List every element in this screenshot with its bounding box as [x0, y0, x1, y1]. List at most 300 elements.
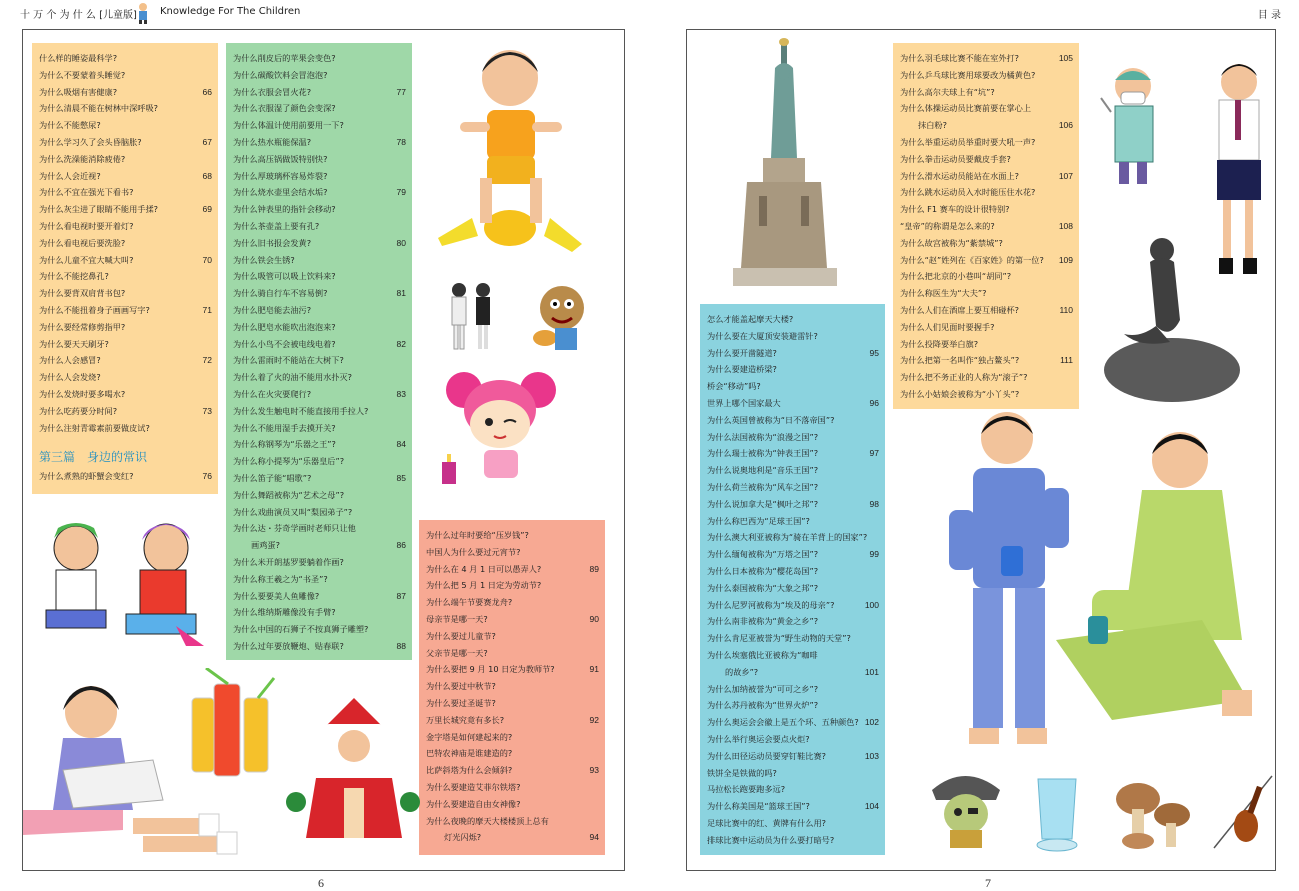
toc-entry[interactable] [233, 202, 406, 219]
toc-entry-title: 为什么戏曲演员又叫“梨园弟子”? [233, 506, 353, 517]
toc-entry[interactable] [233, 437, 406, 454]
toc-entry-title: 为什么看电视后要洗脸? [39, 237, 126, 248]
toc-entry-title: 什么样的睡姿最科学? [39, 53, 118, 63]
toc-entry-title: 为什么要建造桥梁? [707, 364, 777, 375]
toc-entry-title: 为什么不能憋尿? [39, 120, 101, 131]
toc-entry-title: “皇帝”的称谓是怎么来的? [900, 220, 995, 231]
toc-entry[interactable] [707, 329, 879, 346]
toc-entry[interactable] [707, 547, 879, 564]
toc-entry[interactable] [233, 101, 406, 118]
toc-entry[interactable] [426, 612, 599, 629]
toc-entry-title: 为什么尼罗河被称为“埃及的母亲”? [707, 599, 835, 610]
toc-entry-title: 父亲节是哪一天? [426, 647, 488, 658]
toc-entry-page: 85 [396, 472, 406, 483]
toc-entry[interactable] [707, 581, 879, 598]
toc-entry[interactable] [707, 732, 879, 749]
toc-entry-title: 为什么吸烟有害健康? [39, 86, 118, 97]
toc-entry-title: 为什么澳大利亚被称为“骑在羊背上的国家”? [707, 532, 868, 543]
toc-entry-title: 为什么说奥地利是“音乐王国”? [707, 465, 819, 476]
toc-entry-title: 铁饼全是铁做的吗? [707, 767, 777, 778]
toc-entry-title: 为什么铁会生锈? [233, 254, 295, 265]
toc-entry[interactable] [900, 370, 1073, 387]
toc-entry[interactable] [900, 135, 1073, 152]
toc-entry-title: 为什么法国被称为“浪漫之国”? [707, 431, 819, 442]
toc-entry-title: 世界上哪个国家最大 [707, 397, 781, 408]
toc-entry-page: 83 [396, 388, 406, 399]
toc-entry[interactable] [426, 713, 599, 730]
toc-entry[interactable] [39, 135, 212, 152]
toc-entry-page: 100 [864, 599, 879, 610]
toc-entry[interactable] [900, 387, 1073, 404]
toc-entry[interactable] [707, 782, 879, 799]
toc-entry-title: 足球比赛中的红、黄牌有什么用? [707, 817, 826, 828]
toc-entry[interactable] [900, 219, 1073, 236]
toc-entry[interactable] [900, 51, 1073, 68]
toc-entry-title: 为什么把 5 月 1 日定为劳动节? [426, 580, 542, 591]
toc-entry-page: 111 [1060, 355, 1073, 366]
toc-entry[interactable] [39, 353, 212, 370]
toc-entry[interactable] [426, 578, 599, 595]
toc-entry[interactable] [900, 253, 1073, 270]
toc-entry[interactable] [39, 303, 212, 320]
toc-entry-title: 为什么过年要放鞭炮、贴春联? [233, 640, 344, 651]
toc-entry-title: 为什么舞蹈被称为“艺术之母”? [233, 489, 345, 500]
toc-entry[interactable] [39, 269, 212, 286]
toc-entry[interactable] [233, 589, 406, 606]
toc-entry[interactable] [707, 598, 879, 615]
toc-entry[interactable] [233, 51, 406, 68]
toc-entry[interactable] [233, 320, 406, 337]
toc-entry[interactable] [233, 353, 406, 370]
toc-entry[interactable] [233, 337, 406, 354]
toc-entry-page: 69 [202, 204, 212, 215]
toc-entry[interactable] [233, 236, 406, 253]
toc-entry[interactable] [233, 68, 406, 85]
toc-entry[interactable] [233, 521, 406, 538]
toc-entry-title: 为什么碳酸饮料会冒泡泡? [233, 69, 328, 80]
toc-entry-title: 为什么注射青霉素前要做皮试? [39, 422, 150, 433]
toc-entry[interactable] [426, 545, 599, 562]
toc-entry-title: 为什么小姑娘会被称为“小丫头”? [900, 388, 1020, 399]
toc-entry-title: 为什么发烧时要多喝水? [39, 388, 126, 399]
toc-entry[interactable] [426, 696, 599, 713]
toc-entry[interactable] [426, 562, 599, 579]
toc-entry-page: 86 [396, 540, 406, 551]
toc-entry[interactable] [707, 396, 879, 413]
toc-entry[interactable] [900, 320, 1073, 337]
toc-entry-title: 为什么衣服湿了颜色会变深? [233, 103, 336, 114]
toc-entry[interactable] [426, 797, 599, 814]
toc-entry-title: 为什么要把 9 月 10 日定为教师节? [426, 664, 555, 675]
book-title: 十 万 个 为 什 么 [儿童版] [20, 10, 137, 21]
cartoon-grandparents-illustration [36, 518, 211, 648]
toc-entry-title: 为什么拳击运动员要戴皮手套? [900, 153, 1011, 164]
toc-entry-title: 为什么维纳斯雕像没有手臂? [233, 607, 336, 618]
toc-entry[interactable] [426, 780, 599, 797]
toc-entry[interactable] [233, 488, 406, 505]
toc-entry[interactable] [39, 320, 212, 337]
toc-entry-page: 84 [396, 439, 406, 450]
toc-entry[interactable] [426, 646, 599, 663]
toc-entry[interactable] [233, 605, 406, 622]
toc-entry[interactable] [900, 303, 1073, 320]
toc-entry[interactable] [900, 152, 1073, 169]
toc-entry[interactable] [707, 446, 879, 463]
toc-entry-title: 为什么过年时要给“压岁钱”? [426, 530, 529, 540]
toc-entry-title: 为什么说加拿大是“枫叶之邦”? [707, 498, 819, 509]
toc-entry[interactable] [233, 454, 406, 471]
toc-entry-page: 110 [1059, 304, 1073, 315]
toc-entry[interactable] [426, 629, 599, 646]
toc-entry-title: 为什么把不务正业的人称为“滚子”? [900, 372, 1028, 383]
toc-entry-title: 为什么“赵”姓列在《百家姓》的第一位? [900, 254, 1044, 265]
toc-entry-title: 为什么把第一名叫作“独占鳌头”? [900, 355, 1020, 366]
toc-entry[interactable] [707, 430, 879, 447]
toc-entry-title: 为什么羽毛球比赛不能在室外打? [900, 53, 1019, 63]
toc-entry[interactable] [233, 118, 406, 135]
toc-entry-title: 的故乡”? [725, 666, 759, 677]
toc-entry-title: 为什么南非被称为“黄金之乡”? [707, 616, 819, 627]
toc-entry-page: 82 [396, 338, 406, 349]
toc-entry-title: 为什么人会近视? [39, 170, 101, 181]
toc-list [39, 51, 212, 437]
toc-entry[interactable] [426, 662, 599, 679]
santa-claus-illustration [286, 698, 421, 848]
two-girls-illustration [445, 278, 500, 356]
toc-entry-title: 为什么削皮后的苹果会变色? [233, 53, 336, 63]
toc-list [39, 469, 212, 486]
toc-entry[interactable] [900, 286, 1073, 303]
toc-entry[interactable] [900, 68, 1073, 85]
toc-entry[interactable] [900, 353, 1073, 370]
toc-entry[interactable] [426, 746, 599, 763]
toc-entry-page: 97 [869, 448, 879, 459]
toc-entry[interactable] [39, 370, 212, 387]
toc-entry-title: 灯光闪烁? [444, 832, 482, 843]
toc-entry-page: 79 [396, 187, 406, 198]
toc-entry[interactable] [39, 152, 212, 169]
toc-entry[interactable] [707, 312, 879, 329]
toc-entry-title: 为什么称医生为“大夫”? [900, 288, 987, 299]
toc-entry-page: 91 [589, 664, 599, 675]
toc-entry[interactable] [233, 572, 406, 589]
toc-entry[interactable] [426, 730, 599, 747]
toc-entry-page: 76 [202, 471, 212, 482]
toc-entry[interactable] [426, 679, 599, 696]
toc-entry-page: 68 [202, 170, 212, 181]
toc-entry[interactable] [39, 404, 212, 421]
toc-entry[interactable] [707, 631, 879, 648]
toc-entry[interactable] [233, 555, 406, 572]
toc-entry-page: 105 [1058, 53, 1073, 63]
toc-entry-page: 103 [864, 750, 879, 761]
toc-entry-title: 为什么故宫被称为“紫禁城”? [900, 237, 1003, 248]
toc-entry[interactable] [39, 469, 212, 486]
toc-entry[interactable] [900, 269, 1073, 286]
toc-entry-title: 为什么要经常修剪指甲? [39, 321, 126, 332]
toc-entry-title: 为什么钟表里的指针会移动? [233, 204, 336, 215]
toc-entry-title: 为什么要要美人鱼雕像? [233, 590, 320, 601]
toc-entry-page: 89 [589, 563, 599, 574]
toc-list [426, 528, 599, 847]
toc-entry-title: 为什么称巴西为“足球王国”? [707, 515, 810, 526]
toc-entry[interactable] [233, 135, 406, 152]
toc-entry[interactable] [233, 639, 406, 656]
toc-entry-title: 为什么不能用湿手去摸开关? [233, 422, 336, 433]
toc-entry-title: 为什么衣服会冒火花? [233, 86, 312, 97]
toc-entry-page: 107 [1058, 170, 1073, 181]
toc-entry[interactable] [900, 236, 1073, 253]
violin-illustration [1212, 772, 1277, 850]
toc-box-sports-culture [893, 43, 1079, 409]
toc-entry-title: 排球比赛中运动员为什么要打暗号? [707, 834, 835, 845]
toc-entry[interactable] [233, 85, 406, 102]
toc-entry-title: 为什么缅甸被称为“万塔之国”? [707, 549, 819, 560]
toc-entry[interactable] [39, 286, 212, 303]
toc-entry[interactable] [900, 185, 1073, 202]
toc-entry-title: 为什么田径运动员要穿钉鞋比赛? [707, 750, 826, 761]
toc-list [707, 312, 879, 850]
toc-entry-page: 93 [589, 765, 599, 776]
page-number-left: 6 [318, 876, 324, 890]
toc-entry[interactable] [39, 421, 212, 438]
toc-entry-title: 为什么肥皂水能吹出泡泡来? [233, 321, 336, 332]
toc-entry-title: 为什么称小提琴为“乐器皇后”? [233, 456, 345, 467]
mushrooms-illustration [1108, 775, 1198, 855]
toc-entry-title: 为什么要建造自由女神像? [426, 798, 521, 809]
toc-entry-title: 为什么骑自行车不容易倒? [233, 288, 328, 299]
toc-entry[interactable] [39, 118, 212, 135]
toc-entry[interactable] [707, 799, 879, 816]
toc-entry[interactable] [39, 101, 212, 118]
toc-entry-page: 77 [396, 86, 406, 97]
boy-on-ball-illustration [432, 38, 592, 263]
toc-entry-title: 中国人为什么要过元宵节? [426, 546, 521, 557]
toc-entry[interactable] [707, 816, 879, 833]
toc-entry[interactable] [39, 169, 212, 186]
toc-entry-title: 为什么肥皂能去油污? [233, 304, 312, 315]
toc-entry-page: 95 [869, 347, 879, 358]
toc-entry-title: 为什么学习久了会头昏脑胀? [39, 136, 142, 147]
toc-entry-title: 为什么着了火的油不能用水扑灭? [233, 372, 352, 383]
toc-entry[interactable] [233, 538, 406, 555]
toc-entry[interactable] [900, 202, 1073, 219]
toc-entry-title: 为什么人们在酒席上要互相碰杯? [900, 304, 1019, 315]
toc-entry-page: 92 [589, 714, 599, 725]
toc-entry[interactable] [707, 682, 879, 699]
toc-entry[interactable] [707, 530, 879, 547]
toc-entry-title: 金字塔是如何建起来的? [426, 731, 513, 742]
toc-entry[interactable] [707, 497, 879, 514]
toc-entry-title: 为什么高尔夫球上有“坑”? [900, 86, 995, 97]
toc-entry[interactable] [233, 185, 406, 202]
toc-entry-page: 70 [202, 254, 212, 265]
mascot-icon [133, 1, 153, 25]
toc-entry-title: 为什么人会感冒? [39, 355, 101, 366]
toc-entry-page: 108 [1058, 220, 1073, 231]
toc-entry[interactable] [707, 833, 879, 850]
toc-entry-title: 画鸡蛋? [251, 540, 280, 551]
toc-entry[interactable] [426, 528, 599, 545]
toc-entry-title: 为什么要过儿童节? [426, 630, 496, 641]
toc-entry[interactable] [39, 185, 212, 202]
toc-entry-title: 为什么不能扭着身子画画写字? [39, 304, 150, 315]
toc-entry-title: 为什么投降要举白旗? [900, 338, 979, 349]
toc-entry[interactable] [707, 379, 879, 396]
toc-entry[interactable] [707, 766, 879, 783]
toc-entry-page: 73 [202, 405, 212, 416]
toc-entry[interactable] [707, 346, 879, 363]
toc-entry[interactable] [39, 68, 212, 85]
toc-entry[interactable] [39, 85, 212, 102]
toc-entry[interactable] [233, 219, 406, 236]
book-subtitle-text: Knowledge For The Children [160, 6, 301, 17]
toc-entry[interactable] [707, 514, 879, 531]
toc-entry-page: 99 [869, 549, 879, 560]
toc-entry-page: 96 [869, 397, 879, 408]
toc-entry[interactable] [707, 614, 879, 631]
toc-entry[interactable] [707, 463, 879, 480]
toc-entry[interactable] [707, 698, 879, 715]
toc-entry-page: 71 [202, 304, 212, 315]
toc-entry-title: 为什么英国曾被称为“日不落帝国”? [707, 414, 835, 425]
toc-entry-title: 为什么把北京的小巷叫“胡同”? [900, 271, 1012, 282]
toc-entry-title: 为什么人会发烧? [39, 372, 101, 383]
toc-entry-title: 抹白粉? [918, 120, 947, 131]
toc-entry[interactable] [426, 595, 599, 612]
cartoon-girl-illustration [440, 368, 560, 493]
toc-box-world [700, 304, 885, 855]
toc-entry-title: 为什么跳水运动员入水时能压住水花? [900, 187, 1036, 198]
toc-entry[interactable] [707, 665, 879, 682]
toc-entry[interactable] [426, 814, 599, 831]
toc-entry-title: 为什么要开凿隧道? [707, 347, 777, 358]
toc-entry[interactable] [707, 749, 879, 766]
toc-entry-title: 为什么加纳被誉为“可可之乡”? [707, 683, 819, 694]
toc-entry[interactable] [233, 622, 406, 639]
toc-entry[interactable] [900, 118, 1073, 135]
toc-entry-title: 为什么要天天刷牙? [39, 338, 109, 349]
toc-entry[interactable] [39, 387, 212, 404]
toc-entry[interactable] [39, 236, 212, 253]
toc-entry[interactable] [900, 169, 1073, 186]
toc-entry-title: 为什么热水瓶能保温? [233, 136, 312, 147]
toc-entry-title: 为什么体操运动员比赛前要在掌心上 [900, 103, 1032, 114]
toc-entry[interactable] [233, 303, 406, 320]
toc-entry[interactable] [900, 337, 1073, 354]
toc-entry[interactable] [39, 253, 212, 270]
toc-entry-page: 80 [396, 237, 406, 248]
little-mermaid-statue-illustration [1100, 230, 1245, 405]
toc-entry-title: 为什么 F1 赛车的设计很特别? [900, 204, 1010, 215]
toc-entry-title: 为什么儿童不宜大喊大叫? [39, 254, 134, 265]
toc-entry-page: 66 [202, 86, 212, 97]
toc-entry-title: 桥会“移动”吗? [707, 381, 761, 392]
toc-entry-title: 为什么肯尼亚被誉为“野生动物的天堂”? [707, 633, 851, 644]
toc-entry-title: 为什么旧书报会发黄? [233, 237, 312, 248]
toc-entry[interactable] [707, 715, 879, 732]
juice-drinks-illustration [188, 668, 278, 780]
toc-entry[interactable] [233, 471, 406, 488]
toc-entry-title: 为什么在火灾要爬行? [233, 388, 312, 399]
section-title: 第三篇 身边的常识 [39, 450, 148, 465]
toc-entry[interactable] [233, 505, 406, 522]
toc-list [233, 51, 406, 656]
toc-entry-title: 为什么烧水壶里会结水垢? [233, 187, 328, 198]
toc-entry-title: 为什么不要蒙着头睡觉? [39, 69, 126, 80]
toc-entry[interactable] [39, 202, 212, 219]
toc-entry-title: 为什么雷雨时不能站在大树下? [233, 355, 344, 366]
toc-entry-title: 为什么米开朗基罗要躺着作画? [233, 556, 344, 567]
toc-entry-title: 为什么发生触电时不能直接用手拉人? [233, 405, 369, 416]
toc-entry[interactable] [233, 253, 406, 270]
toc-entry[interactable] [900, 101, 1073, 118]
toc-entry[interactable] [233, 404, 406, 421]
toc-entry[interactable] [233, 370, 406, 387]
toc-entry-title: 为什么看电视时要开着灯? [39, 220, 134, 231]
toc-entry-title: 为什么苏丹被称为“世界火炉”? [707, 700, 819, 711]
page-number-right: 7 [985, 876, 991, 890]
toc-entry-title: 为什么灰尘进了眼睛不能用手揉? [39, 204, 158, 215]
toc-entry[interactable] [426, 763, 599, 780]
toc-entry-page: 101 [864, 666, 879, 677]
toc-entry-title: 为什么高压锅做饭特别快? [233, 153, 328, 164]
toc-entry[interactable] [707, 564, 879, 581]
toc-entry-title: 为什么洗澡能消除疲倦? [39, 153, 126, 164]
toc-entry[interactable] [707, 480, 879, 497]
toc-entry[interactable] [233, 169, 406, 186]
toc-entry-title: 为什么要过圣诞节? [426, 697, 496, 708]
book-subtitle [160, 6, 300, 17]
toc-entry[interactable] [707, 362, 879, 379]
toc-entry-page: 87 [396, 590, 406, 601]
toc-entry-title: 为什么不能挖鼻孔? [39, 271, 109, 282]
toc-entry[interactable] [233, 286, 406, 303]
toc-entry-title: 怎么才能盖起摩天大楼? [707, 314, 794, 324]
cartoon-pirate-illustration [928, 768, 1003, 850]
toc-entry-page: 104 [864, 801, 879, 812]
toc-entry-page: 72 [202, 355, 212, 366]
toc-entry-title: 为什么荷兰被称为“风车之国”? [707, 481, 819, 492]
toc-entry[interactable] [233, 387, 406, 404]
book-header [20, 6, 137, 21]
toc-entry[interactable] [233, 152, 406, 169]
toc-entry-page: 67 [202, 136, 212, 147]
toc-entry[interactable] [707, 413, 879, 430]
toc-entry[interactable] [39, 219, 212, 236]
toc-entry[interactable] [900, 85, 1073, 102]
toc-entry[interactable] [707, 648, 879, 665]
toc-box-health [32, 43, 218, 494]
toc-entry-title: 为什么称美国是“篮球王国”? [707, 801, 810, 812]
toc-entry-title: 为什么不宜在强光下看书? [39, 187, 134, 198]
toc-heading: 目 录 [1257, 10, 1281, 21]
toc-entry[interactable] [233, 421, 406, 438]
toc-entry[interactable] [426, 830, 599, 847]
cartoon-surgeon-illustration [1097, 62, 1167, 190]
toc-box-everyday [226, 43, 412, 660]
toc-entry-page: 90 [589, 613, 599, 624]
statue-of-liberty-illustration [725, 38, 845, 288]
toc-entry-title: 为什么泰国被称为“大象之邦”? [707, 582, 819, 593]
toc-entry-title: 为什么埃塞俄比亚被称为“咖啡 [707, 649, 818, 660]
toc-entry[interactable] [39, 51, 212, 68]
toc-entry[interactable] [39, 337, 212, 354]
toc-entry-title: 为什么中国的石狮子不按真狮子雕塑? [233, 624, 369, 635]
toc-entry-title: 为什么在 4 月 1 日可以愚弄人? [426, 563, 542, 574]
toc-entry[interactable] [233, 269, 406, 286]
toc-entry-title: 为什么举行奥运会要点火炬? [707, 733, 810, 744]
